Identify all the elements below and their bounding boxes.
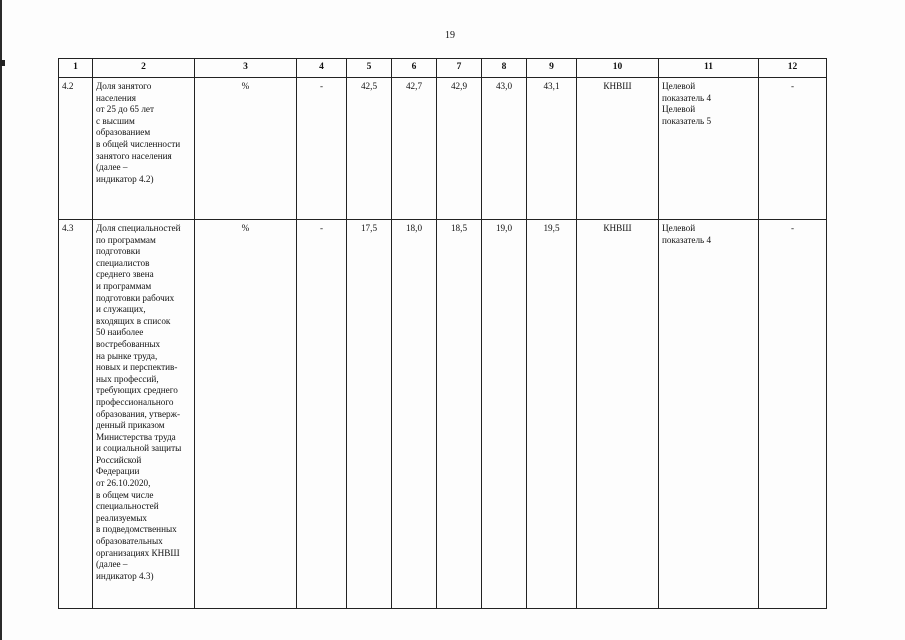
value-col5: 17,5 — [347, 220, 392, 609]
col-header-12: 12 — [759, 59, 827, 78]
indicator-name: Доля занятого населения от 25 до 65 лет с высшим образованием в общей численности занятого населения (далее – индикатор 4.2) — [93, 78, 195, 220]
col-header-2: 2 — [93, 59, 195, 78]
row-number: 4.3 — [59, 220, 93, 609]
col-header-7: 7 — [437, 59, 482, 78]
value-col9: 43,1 — [527, 78, 577, 220]
base-value-cell: - — [297, 78, 347, 220]
value-col7: 42,9 — [437, 78, 482, 220]
target-indicator-cell: Целевой показатель 4 — [659, 220, 759, 609]
col-header-8: 8 — [482, 59, 527, 78]
col-header-6: 6 — [392, 59, 437, 78]
scan-edge — [0, 0, 2, 640]
indicator-name: Доля специальностей по программам подготовки специалистов среднего звена и программам подготовки рабочих и служащих, входящих в список 50 наиболее востребованных на рынке труда, новых и перспектив- ных профессий, требующих среднего профессионального образования, утверж- денный приказом Министерства труда и социальной защиты Российской Федерации от 26.10.2020, в общем числе специальностей реализуемых в подведомственных образовательных организациях КНВШ (далее – индикатор 4.3) — [93, 220, 195, 609]
col-header-11: 11 — [659, 59, 759, 78]
value-col5: 42,5 — [347, 78, 392, 220]
base-value-cell: - — [297, 220, 347, 609]
col-header-9: 9 — [527, 59, 577, 78]
scan-mark — [0, 60, 5, 66]
col-header-3: 3 — [195, 59, 297, 78]
note-cell: - — [759, 78, 827, 220]
value-col9: 19,5 — [527, 220, 577, 609]
responsible-cell: КНВШ — [577, 220, 659, 609]
note-cell: - — [759, 220, 827, 609]
value-col6: 18,0 — [392, 220, 437, 609]
row-number: 4.2 — [59, 78, 93, 220]
unit-cell: % — [195, 78, 297, 220]
indicators-table — [58, 58, 827, 609]
col-header-5: 5 — [347, 59, 392, 78]
col-header-4: 4 — [297, 59, 347, 78]
target-indicator-cell: Целевой показатель 4 Целевой показатель 5 — [659, 78, 759, 220]
header-row — [59, 59, 827, 78]
value-col7: 18,5 — [437, 220, 482, 609]
value-col6: 42,7 — [392, 78, 437, 220]
value-col8: 19,0 — [482, 220, 527, 609]
unit-cell: % — [195, 220, 297, 609]
table-row — [59, 78, 827, 220]
value-col8: 43,0 — [482, 78, 527, 220]
table-row — [59, 220, 827, 609]
col-header-10: 10 — [577, 59, 659, 78]
responsible-cell: КНВШ — [577, 78, 659, 220]
page-number: 19 — [445, 30, 455, 41]
col-header-1: 1 — [59, 59, 93, 78]
